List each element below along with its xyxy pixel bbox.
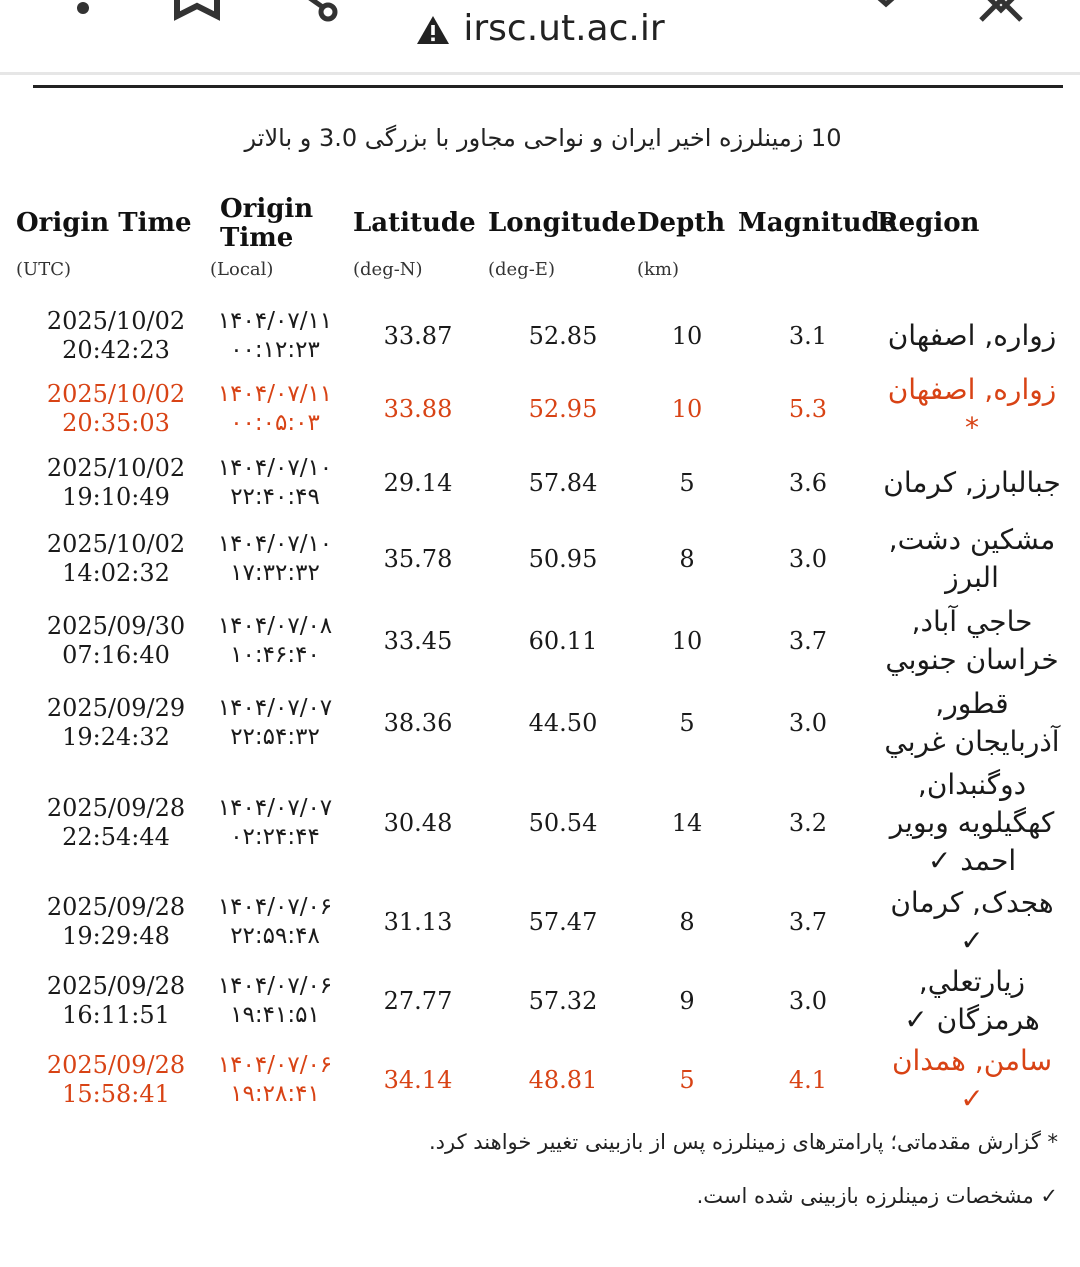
cell-longitude: 52.95 xyxy=(528,395,598,423)
cell-longitude: 44.50 xyxy=(528,709,598,737)
note-reviewed: ✓ مشخصات زمینلرزه بازبینی شده است. xyxy=(696,1184,1058,1208)
cell-region: مشکین دشت, البرز xyxy=(888,523,1056,594)
cell-depth: 5 xyxy=(679,469,695,497)
cell-depth: 14 xyxy=(671,809,703,837)
cell-depth: 5 xyxy=(679,1066,695,1094)
cell-utc-time xyxy=(16,604,216,678)
cell-depth: 8 xyxy=(679,908,695,936)
cell-magnitude: 3.2 xyxy=(788,809,828,837)
cell-magnitude: 3.6 xyxy=(788,469,828,497)
cell-local-time xyxy=(210,377,340,441)
table-row xyxy=(0,965,1080,1037)
cell-utc-time xyxy=(16,451,216,515)
local-date: ۱۴۰۴/۰۷/۰۶ xyxy=(217,1052,333,1078)
cell-region: جبالبارز, کرمان xyxy=(883,466,1061,499)
local-date: ۱۴۰۴/۰۷/۰۷ xyxy=(217,695,333,721)
local-date: ۱۴۰۴/۰۷/۰۶ xyxy=(217,973,333,999)
table-row xyxy=(0,451,1080,515)
cell-depth: 9 xyxy=(679,987,695,1015)
cell-longitude: 60.11 xyxy=(528,627,598,655)
local-date: ۱۴۰۴/۰۷/۱۱ xyxy=(217,381,333,407)
cell-longitude: 50.54 xyxy=(528,809,598,837)
cell-latitude: 38.36 xyxy=(383,709,453,737)
cell-local-time xyxy=(210,526,340,592)
header-label: Longitude xyxy=(488,208,637,238)
warning-icon xyxy=(415,14,451,46)
cell-latitude: 29.14 xyxy=(383,469,453,497)
cell-local-time xyxy=(210,686,340,760)
cell-latitude: 31.13 xyxy=(383,908,453,936)
utc-date: 2025/10/02 xyxy=(46,380,186,408)
header-label: Magnitude xyxy=(738,208,897,238)
local-date: ۱۴۰۴/۰۷/۰۸ xyxy=(217,613,333,639)
utc-date: 2025/09/28 xyxy=(46,794,186,822)
local-clock: ۰۰:۱۲:۲۳ xyxy=(230,337,320,363)
cell-utc-time xyxy=(16,377,216,441)
cell-local-time xyxy=(210,604,340,678)
header-unit: (UTC) xyxy=(16,259,71,280)
cell-region: زواره, اصفهان * xyxy=(887,373,1057,444)
page-title: 10 زمینلرزه اخیر ایران و نواحی مجاور با بزرگی 3.0 و بالاتر xyxy=(244,124,842,152)
cell-local-time xyxy=(210,965,340,1037)
utc-clock: 07:16:40 xyxy=(62,641,170,669)
header-label: Region xyxy=(877,208,980,238)
utc-date: 2025/09/29 xyxy=(46,694,186,722)
cell-local-time xyxy=(210,1043,340,1117)
header-latitude xyxy=(353,195,483,315)
local-clock: ۲۲:۴۰:۴۹ xyxy=(230,484,320,510)
cell-utc-time xyxy=(16,305,216,367)
header-unit: (km) xyxy=(637,259,680,280)
table-row xyxy=(0,888,1080,956)
cell-region: دوگنبدان, کهگیلویه وبویر احمد ✓ xyxy=(889,768,1055,877)
cell-latitude: 33.87 xyxy=(383,322,453,350)
note-preliminary: * گزارش مقدماتی؛ پارامترهای زمینلرزه پس از بازبینی تغییر خواهند کرد. xyxy=(428,1130,1058,1154)
cell-longitude: 57.32 xyxy=(528,987,598,1015)
cell-depth: 5 xyxy=(679,709,695,737)
cell-region: سامن, همدان ✓ xyxy=(891,1044,1053,1115)
table-row xyxy=(0,767,1080,879)
local-clock: ۲۲:۵۴:۳۲ xyxy=(230,724,320,750)
cell-longitude: 57.47 xyxy=(528,908,598,936)
utc-clock: 15:58:41 xyxy=(62,1080,170,1108)
address-bar[interactable] xyxy=(0,8,1080,49)
local-date: ۱۴۰۴/۰۷/۱۰ xyxy=(217,531,333,557)
utc-clock: 20:42:23 xyxy=(62,336,170,364)
cell-utc-time xyxy=(16,767,216,879)
header-label: Latitude xyxy=(353,208,476,238)
cell-magnitude: 3.7 xyxy=(788,908,828,936)
utc-date: 2025/09/28 xyxy=(46,972,186,1000)
cell-magnitude: 5.3 xyxy=(788,395,828,423)
header-label: Origin Time xyxy=(220,194,314,253)
cell-latitude: 30.48 xyxy=(383,809,453,837)
header-local-time xyxy=(210,195,340,315)
cell-longitude: 57.84 xyxy=(528,469,598,497)
cell-local-time xyxy=(210,451,340,515)
cell-region: هجدک, کرمان ✓ xyxy=(890,886,1054,957)
utc-clock: 19:24:32 xyxy=(62,723,170,751)
cell-latitude: 33.45 xyxy=(383,627,453,655)
utc-date: 2025/09/28 xyxy=(46,893,186,921)
table-row xyxy=(0,1043,1080,1117)
cell-latitude: 33.88 xyxy=(383,395,453,423)
utc-clock: 19:29:48 xyxy=(62,922,170,950)
cell-region: قطور, آذربايجان غربي xyxy=(884,687,1060,758)
header-divider xyxy=(33,85,1063,88)
local-clock: ۱۹:۲۸:۴۱ xyxy=(230,1081,320,1107)
local-clock: ۱۹:۴۱:۵۱ xyxy=(230,1002,320,1028)
cell-region: حاجي آباد, خراسان جنوبي xyxy=(885,605,1059,676)
header-depth xyxy=(637,195,737,315)
cell-latitude: 35.78 xyxy=(383,545,453,573)
url-text: irsc.ut.ac.ir xyxy=(463,8,665,49)
local-clock: ۰۲:۲۴:۴۴ xyxy=(230,824,320,850)
cell-local-time xyxy=(210,767,340,879)
utc-date: 2025/10/02 xyxy=(46,307,186,335)
header-region xyxy=(877,195,1067,315)
cell-magnitude: 3.0 xyxy=(788,987,828,1015)
header-longitude xyxy=(488,195,638,315)
local-clock: ۱۰:۴۶:۴۰ xyxy=(230,642,320,668)
table-row xyxy=(0,523,1080,594)
local-date: ۱۴۰۴/۰۷/۱۰ xyxy=(217,455,333,481)
utc-clock: 16:11:51 xyxy=(62,1001,170,1029)
table-row xyxy=(0,373,1080,444)
cell-region: زيارتعلي, هرمزگان ✓ xyxy=(904,965,1040,1036)
cell-depth: 10 xyxy=(671,627,703,655)
local-clock: ۲۲:۵۹:۴۸ xyxy=(230,923,320,949)
cell-longitude: 50.95 xyxy=(528,545,598,573)
table-row xyxy=(0,305,1080,367)
cell-utc-time xyxy=(16,888,216,956)
cell-depth: 8 xyxy=(679,545,695,573)
header-utc-time xyxy=(16,195,216,315)
cell-magnitude: 4.1 xyxy=(788,1066,828,1094)
header-unit: (deg-E) xyxy=(488,259,555,280)
header-label: Depth xyxy=(637,208,726,238)
cell-utc-time xyxy=(16,686,216,760)
cell-magnitude: 3.0 xyxy=(788,545,828,573)
utc-date: 2025/10/02 xyxy=(46,530,186,558)
local-date: ۱۴۰۴/۰۷/۱۱ xyxy=(217,308,333,334)
page-title-container xyxy=(0,124,1080,152)
cell-magnitude: 3.1 xyxy=(788,322,828,350)
table-row xyxy=(0,686,1080,760)
cell-utc-time xyxy=(16,526,216,592)
cell-utc-time xyxy=(16,1043,216,1117)
cell-local-time xyxy=(210,888,340,956)
cell-depth: 10 xyxy=(671,322,703,350)
cell-magnitude: 3.7 xyxy=(788,627,828,655)
cell-local-time xyxy=(210,305,340,367)
header-unit: (Local) xyxy=(210,259,274,280)
utc-date: 2025/10/02 xyxy=(46,454,186,482)
cell-depth: 10 xyxy=(671,395,703,423)
utc-date: 2025/09/28 xyxy=(46,1051,186,1079)
header-unit: (deg-N) xyxy=(353,259,423,280)
local-date: ۱۴۰۴/۰۷/۰۷ xyxy=(217,795,333,821)
local-clock: ۰۰:۰۵:۰۳ xyxy=(230,410,320,436)
browser-toolbar xyxy=(0,0,1080,75)
utc-clock: 14:02:32 xyxy=(62,559,170,587)
table-row xyxy=(0,604,1080,678)
local-date: ۱۴۰۴/۰۷/۰۶ xyxy=(217,894,333,920)
cell-utc-time xyxy=(16,965,216,1037)
local-clock: ۱۷:۳۲:۳۲ xyxy=(230,560,320,586)
cell-longitude: 48.81 xyxy=(528,1066,598,1094)
cell-longitude: 52.85 xyxy=(528,322,598,350)
utc-clock: 19:10:49 xyxy=(62,483,170,511)
header-magnitude xyxy=(738,195,897,315)
utc-clock: 20:35:03 xyxy=(62,409,170,437)
cell-magnitude: 3.0 xyxy=(788,709,828,737)
cell-latitude: 34.14 xyxy=(383,1066,453,1094)
header-label: Origin Time xyxy=(16,208,192,238)
cell-latitude: 27.77 xyxy=(383,987,453,1015)
cell-region: زواره, اصفهان xyxy=(887,319,1057,352)
utc-clock: 22:54:44 xyxy=(62,823,170,851)
utc-date: 2025/09/30 xyxy=(46,612,186,640)
